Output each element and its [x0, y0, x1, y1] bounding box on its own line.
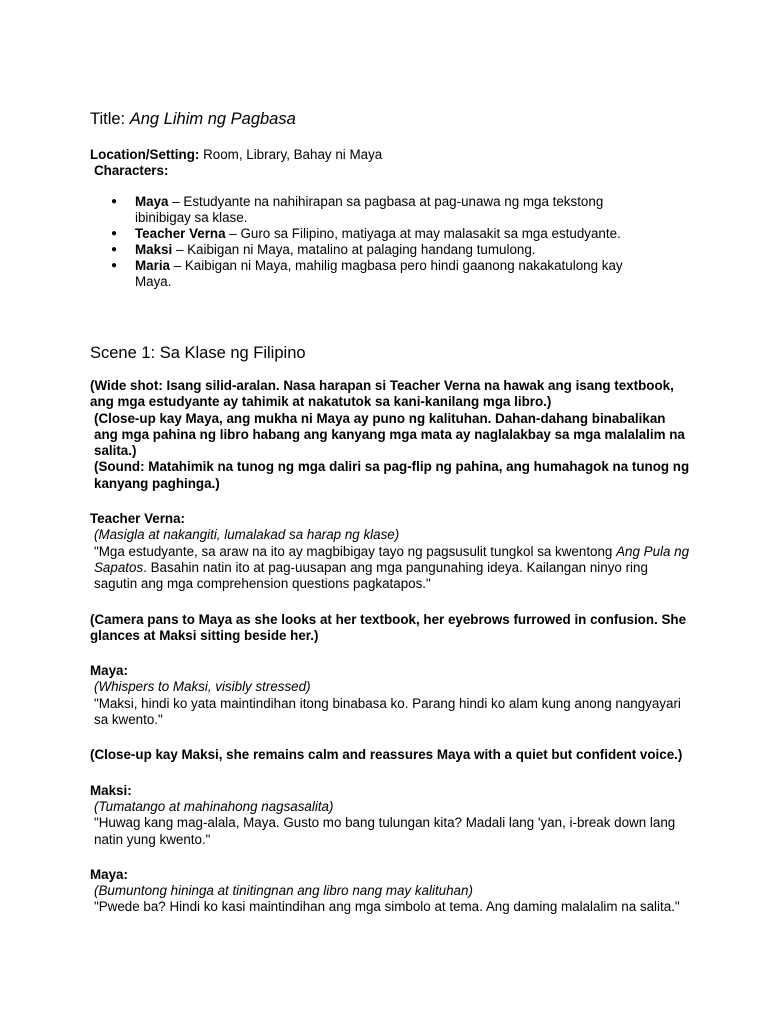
title-label: Title: — [90, 110, 126, 128]
scene-title: Scene 1: Sa Klase ng Filipino — [90, 344, 306, 362]
location-line — [90, 147, 382, 163]
character-desc: – Kaibigan ni Maya, mahilig magbasa pero hindi gaanong nakakatulong kay Maya. — [135, 258, 623, 289]
dialogue-line: "Huwag kang mag-alala, Maya. Gusto mo bang tulungan kita? Madali lang 'yan, i-break down lang natin yung kwento." — [94, 815, 676, 847]
document-title — [90, 110, 296, 129]
speaker-name: Maksi: — [90, 782, 132, 798]
speaker-name: Maya: — [90, 866, 128, 882]
dialogue-maya-1 — [90, 663, 690, 728]
character-desc: – Estudyante na nahihirapan sa pagbasa at pag-unawa ng mga tekstong ibinibigay sa klase. — [135, 194, 604, 225]
title-text: Ang Lihim ng Pagbasa — [129, 110, 296, 128]
dialogue-teacher-verna — [90, 511, 690, 592]
parenthetical: (Bumuntong hininga at tinitingnan ang libro nang may kalituhan) — [94, 883, 473, 899]
dialogue-line: "Maksi, hindi ko yata maintindihan itong binabasa ko. Parang hindi ko alam kung anong nangyayari sa kwento." — [94, 695, 681, 728]
parenthetical: (Masigla at nakangiti, lumalakad sa harap ng klase) — [94, 527, 400, 543]
character-desc: – Guro sa Filipino, matiyaga at may malasakit sa mga estudyante. — [225, 226, 621, 241]
dialogue-text: "Mga estudyante, sa araw na ito ay magbibigay tayo ng pagsusulit tungkol sa kwentong — [94, 543, 617, 559]
characters-label: Characters: — [94, 163, 169, 178]
parenthetical: (Whispers to Maksi, visibly stressed) — [94, 679, 311, 695]
character-name: Maya — [135, 194, 169, 209]
direction-line: (Sound: Matahimik na tunog ng mga daliri sa pag-flip ng pahina, ang humahagok na tunog ng kanyang paghinga.) — [94, 459, 690, 491]
dialogue-text: . Basahin natin ito at pag-uusapan ang mga pangunahing ideya. Kailangan ninyo ring sagutin ang mga comprehension questions pagkatapos." — [94, 559, 648, 592]
speaker-name: Maya: — [90, 663, 128, 679]
character-desc: – Kaibigan ni Maya, matalino at palaging handang tumulong. — [172, 242, 536, 257]
characters-list — [90, 194, 650, 290]
character-name: Maria — [135, 258, 170, 273]
list-item — [90, 194, 650, 226]
dialogue-line: "Pwede ba? Hindi ko kasi maintindihan ang mga simbolo at tema. Ang daming malalalim na salita." — [94, 899, 680, 915]
character-name: Maksi — [135, 242, 173, 257]
script-content — [90, 378, 690, 935]
setting-block — [90, 147, 382, 179]
list-item — [90, 226, 650, 242]
character-name: Teacher Verna — [135, 226, 226, 241]
list-item — [90, 242, 650, 258]
stage-direction: (Close-up kay Maksi, she remains calm and reassures Maya with a quiet but confident voice.) — [90, 747, 683, 763]
dialogue-maksi-1 — [90, 783, 690, 848]
speaker-name: Teacher Verna: — [90, 511, 186, 527]
parenthetical: (Tumatango at mahinahong nagsasalita) — [94, 798, 334, 814]
stage-directions — [90, 378, 690, 492]
location-label: Location/Setting: — [90, 147, 200, 162]
story-title: Ang Pula ng Sapatos — [94, 543, 690, 575]
stage-direction: (Camera pans to Maya as she looks at her textbook, her eyebrows furrowed in confusion. She glances at Maksi sitting beside her.) — [90, 611, 687, 643]
direction-line: (Wide shot: Isang silid-aralan. Nasa harapan si Teacher Verna na hawak ang isang textbook, ang mga estudyante ay tahimik at nakatutok sa kani-kanilang mga libro.) — [90, 378, 674, 410]
list-item — [90, 258, 650, 290]
dialogue-maya-2 — [90, 867, 690, 916]
dialogue-line — [90, 544, 690, 593]
direction-line: (Close-up kay Maya, ang mukha ni Maya ay puno ng kalituhan. Dahan-dahang binabalikan ang mga pahina ng libro habang ang kanyang mga mata ay naglalakbay sa mga malalalim na salita.) — [94, 410, 685, 459]
location-value: Room, Library, Bahay ni Maya — [203, 147, 383, 162]
